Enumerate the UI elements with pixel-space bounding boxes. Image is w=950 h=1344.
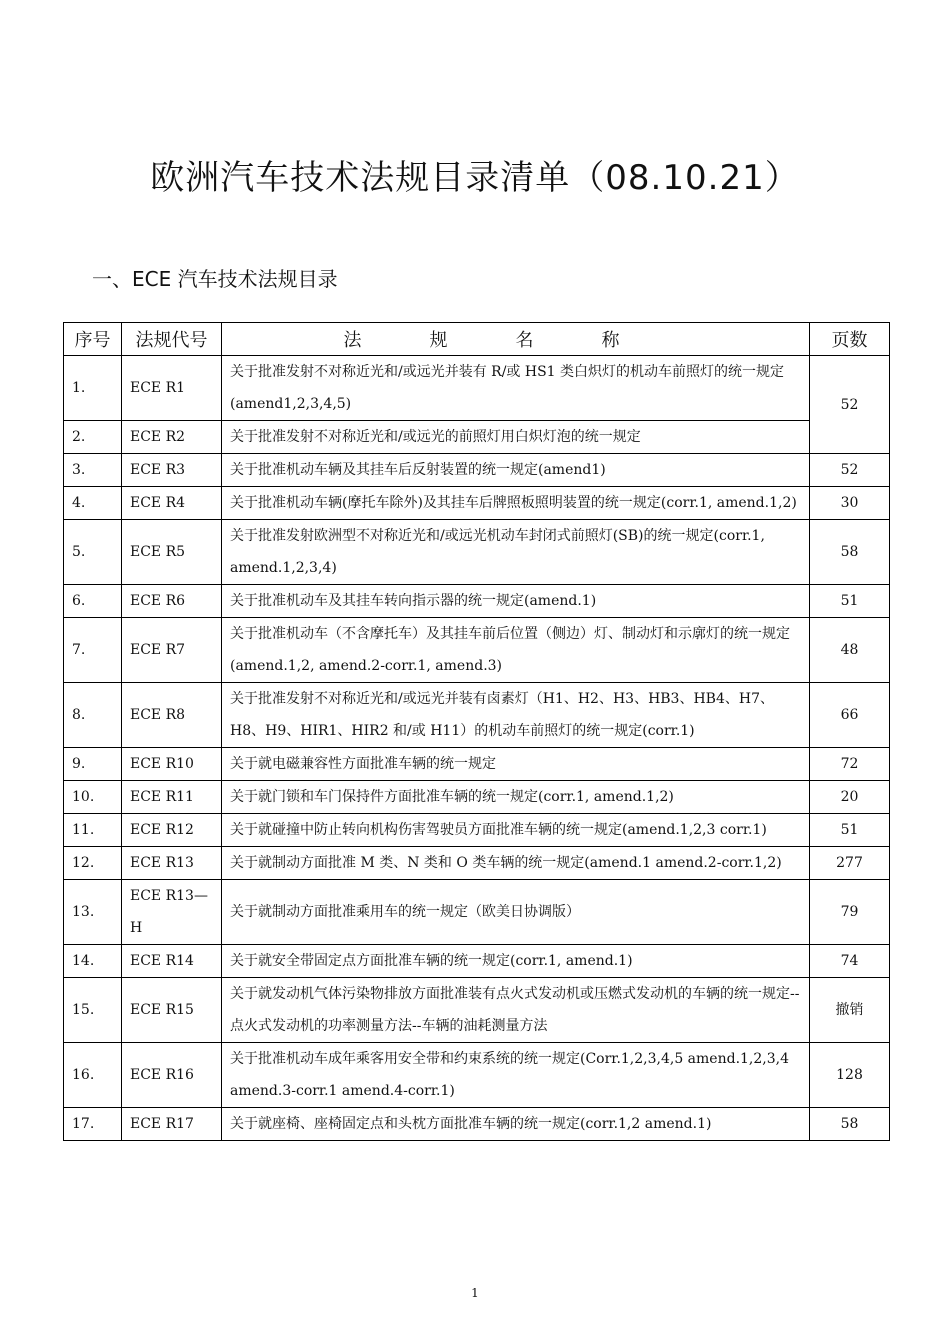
table-row (64, 520, 890, 585)
table-row (64, 814, 890, 847)
table-row (64, 781, 890, 814)
page-count: 128 (810, 1043, 890, 1108)
header-name: 法规名称 (222, 323, 810, 356)
row-number: 4. (64, 487, 122, 520)
row-number: 1. (64, 356, 122, 421)
header-pages: 页数 (810, 323, 890, 356)
page-count: 48 (810, 618, 890, 683)
regulation-code: ECE R13—H (122, 880, 222, 945)
page-count: 51 (810, 585, 890, 618)
table-row (64, 585, 890, 618)
table-row (64, 978, 890, 1043)
regulation-title: 关于批准发射不对称近光和/或远光的前照灯用白炽灯泡的统一规定 (222, 421, 810, 454)
regulation-title: 关于就制动方面批准 M 类、N 类和 O 类车辆的统一规定(amend.1 amend.2-corr.1,2) (222, 847, 810, 880)
row-number: 2. (64, 421, 122, 454)
header-num: 序号 (64, 323, 122, 356)
regulation-code: ECE R1 (122, 356, 222, 421)
page-count: 277 (810, 847, 890, 880)
regulation-code: ECE R10 (122, 748, 222, 781)
regulation-code: ECE R7 (122, 618, 222, 683)
table-row (64, 1043, 890, 1108)
regulation-code: ECE R4 (122, 487, 222, 520)
page-count: 20 (810, 781, 890, 814)
row-number: 14. (64, 945, 122, 978)
page-count: 72 (810, 748, 890, 781)
row-number: 5. (64, 520, 122, 585)
table-row (64, 618, 890, 683)
regulation-code: ECE R17 (122, 1108, 222, 1141)
regulation-code: ECE R3 (122, 454, 222, 487)
row-number: 17. (64, 1108, 122, 1141)
regulation-code: ECE R5 (122, 520, 222, 585)
row-number: 13. (64, 880, 122, 945)
regulation-title: 关于批准机动车辆及其挂车后反射装置的统一规定(amend1) (222, 454, 810, 487)
regulation-code: ECE R2 (122, 421, 222, 454)
regulation-code: ECE R14 (122, 945, 222, 978)
regulation-code: ECE R12 (122, 814, 222, 847)
page-count: 79 (810, 880, 890, 945)
regulation-title: 关于就电磁兼容性方面批准车辆的统一规定 (222, 748, 810, 781)
regulations-table (63, 322, 890, 1141)
row-number: 8. (64, 683, 122, 748)
table-row (64, 454, 890, 487)
regulation-code: ECE R11 (122, 781, 222, 814)
page-count: 30 (810, 487, 890, 520)
document-title: 欧洲汽车技术法规目录清单（08.10.21） (150, 158, 800, 198)
regulation-title: 关于批准机动车（不含摩托车）及其挂车前后位置（侧边）灯、制动灯和示廓灯的统一规定(amend.1,2, amend.2-corr.1, amend.3) (222, 618, 810, 683)
table-row (64, 356, 890, 421)
table-row (64, 1108, 890, 1141)
regulation-title: 关于就门锁和车门保持件方面批准车辆的统一规定(corr.1, amend.1,2) (222, 781, 810, 814)
regulation-title: 关于就座椅、座椅固定点和头枕方面批准车辆的统一规定(corr.1,2 amend.1) (222, 1108, 810, 1141)
regulation-title: 关于批准机动车成年乘客用安全带和约束系统的统一规定(Corr.1,2,3,4,5 amend.1,2,3,4 amend.3-corr.1 amend.4-corr.1) (222, 1043, 810, 1108)
regulation-title: 关于批准机动车及其挂车转向指示器的统一规定(amend.1) (222, 585, 810, 618)
table-row (64, 748, 890, 781)
regulation-title: 关于就制动方面批准乘用车的统一规定（欧美日协调版） (222, 880, 810, 945)
page-count: 51 (810, 814, 890, 847)
regulation-title: 关于就碰撞中防止转向机构伤害驾驶员方面批准车辆的统一规定(amend.1,2,3 corr.1) (222, 814, 810, 847)
regulation-title: 关于批准发射欧洲型不对称近光和/或远光机动车封闭式前照灯(SB)的统一规定(corr.1, amend.1,2,3,4) (222, 520, 810, 585)
table-row (64, 847, 890, 880)
table-row (64, 487, 890, 520)
row-number: 11. (64, 814, 122, 847)
row-number: 6. (64, 585, 122, 618)
row-number: 10. (64, 781, 122, 814)
page-count: 58 (810, 1108, 890, 1141)
page-count: 66 (810, 683, 890, 748)
page-count: 58 (810, 520, 890, 585)
row-number: 3. (64, 454, 122, 487)
row-number: 12. (64, 847, 122, 880)
table-row (64, 421, 890, 454)
regulation-code: ECE R6 (122, 585, 222, 618)
regulation-title: 关于批准机动车辆(摩托车除外)及其挂车后牌照板照明装置的统一规定(corr.1, amend.1,2) (222, 487, 810, 520)
row-number: 15. (64, 978, 122, 1043)
regulation-code: ECE R16 (122, 1043, 222, 1108)
row-number: 16. (64, 1043, 122, 1108)
page-count: 撤销 (810, 978, 890, 1043)
regulation-title: 关于批准发射不对称近光和/或远光并装有卤素灯（H1、H2、H3、HB3、HB4、H7、H8、H9、HIR1、HIR2 和/或 H11）的机动车前照灯的统一规定(corr.1) (222, 683, 810, 748)
page-number: 1 (471, 1286, 479, 1300)
table-header-row (64, 323, 890, 356)
page-count: 52 (810, 356, 890, 454)
regulation-title: 关于就发动机气体污染物排放方面批准装有点火式发动机或压燃式发动机的车辆的统一规定--点火式发动机的功率测量方法--车辆的油耗测量方法 (222, 978, 810, 1043)
regulation-code: ECE R15 (122, 978, 222, 1043)
section-heading: 一、ECE 汽车技术法规目录 (92, 267, 338, 291)
regulation-title: 关于批准发射不对称近光和/或远光并装有 R/或 HS1 类白炽灯的机动车前照灯的统一规定(amend1,2,3,4,5) (222, 356, 810, 421)
regulation-code: ECE R8 (122, 683, 222, 748)
regulation-code: ECE R13 (122, 847, 222, 880)
header-code: 法规代号 (122, 323, 222, 356)
table-body (64, 356, 890, 1141)
row-number: 7. (64, 618, 122, 683)
table-row (64, 880, 890, 945)
table-row (64, 945, 890, 978)
row-number: 9. (64, 748, 122, 781)
page-count: 74 (810, 945, 890, 978)
page-count: 52 (810, 454, 890, 487)
table-row (64, 683, 890, 748)
regulation-title: 关于就安全带固定点方面批准车辆的统一规定(corr.1, amend.1) (222, 945, 810, 978)
